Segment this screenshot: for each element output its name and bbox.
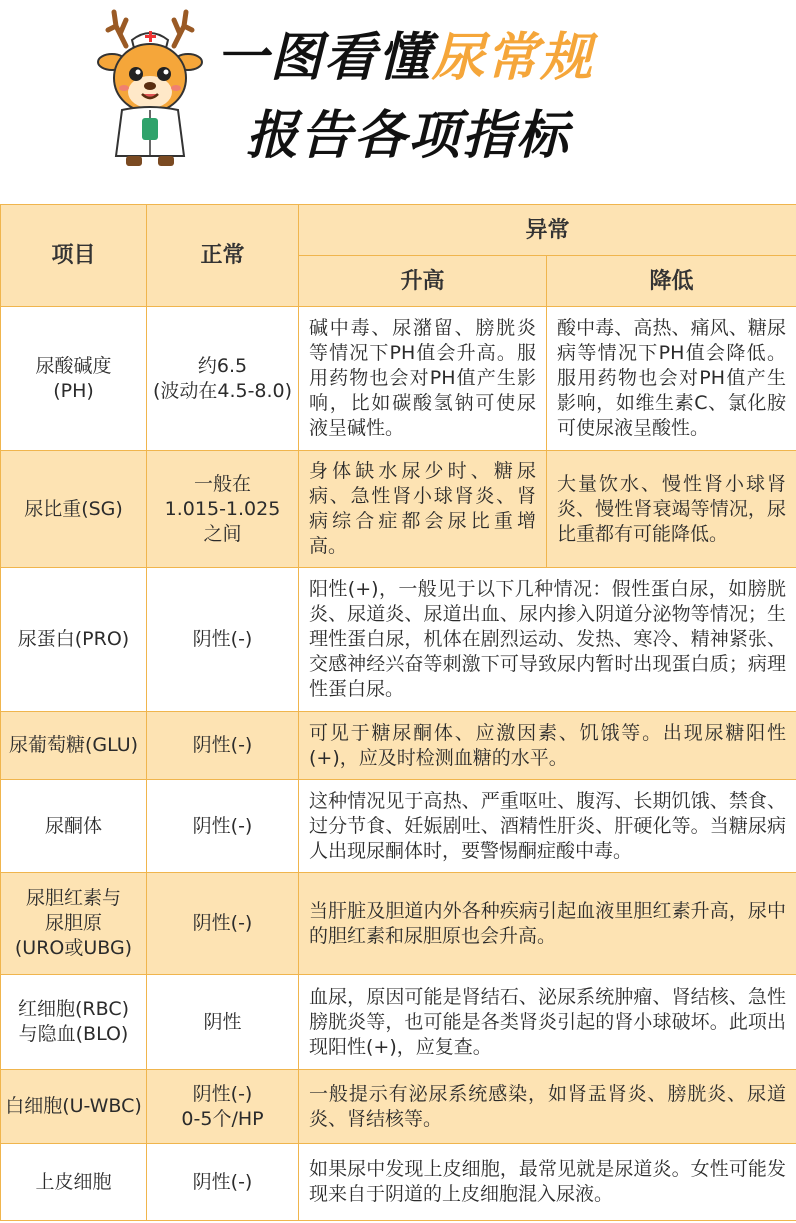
header-item: 项目	[1, 205, 147, 307]
normal-uro: 阴性(-)	[192, 912, 253, 934]
table-row	[1, 1070, 796, 1144]
table-row	[1, 451, 796, 568]
normal-cell	[147, 975, 299, 1070]
high-cell	[299, 451, 547, 568]
desc-cell	[299, 712, 796, 780]
item-ph: 尿酸碱度 (PH)	[35, 354, 112, 402]
header-normal: 正常	[147, 205, 299, 307]
table-row	[1, 307, 796, 451]
item-cell	[1, 451, 147, 568]
header-high: 升高	[299, 256, 547, 307]
normal-cell	[147, 307, 299, 451]
item-glu: 尿葡萄糖(GLU)	[8, 734, 139, 756]
normal-cell	[147, 873, 299, 975]
item-cell	[1, 307, 147, 451]
header-abnormal: 异常	[299, 205, 796, 256]
high-cell	[299, 307, 547, 451]
item-cell	[1, 873, 147, 975]
item-cell	[1, 1144, 147, 1221]
title-line-1	[216, 26, 594, 90]
item-cell	[1, 975, 147, 1070]
desc-cell	[299, 1070, 796, 1144]
header-low: 降低	[547, 256, 796, 307]
header	[0, 0, 796, 200]
item-ket: 尿酮体	[44, 814, 102, 837]
high-ph: 碱中毒、尿潴留、膀胱炎等情况下PH值会升高。服用药物也会对PH值产生影响，比如碳酸氢钠可使尿液呈碱性。	[309, 317, 536, 439]
table-row	[1, 568, 796, 712]
normal-epi: 阴性(-)	[192, 1170, 253, 1193]
title-line-1-highlight: 尿常规	[432, 28, 595, 88]
normal-cell	[147, 451, 299, 568]
low-sg: 大量饮水、慢性肾小球肾炎、慢性肾衰竭等情况，尿比重都有可能降低。	[557, 472, 787, 545]
item-cell	[1, 568, 147, 712]
item-wbc: 白细胞(U-WBC)	[5, 1095, 142, 1117]
normal-cell	[147, 568, 299, 712]
deer-doctor-mascot-icon	[96, 6, 204, 168]
desc-wbc: 一般提示有泌尿系统感染，如肾盂肾炎、膀胱炎、尿道炎、肾结核等。	[309, 1082, 787, 1130]
normal-sg: 一般在 1.015-1.025 之间	[164, 472, 281, 545]
title-line-2: 报告各项指标	[246, 106, 571, 166]
normal-ph: 约6.5 (波动在4.5-8.0)	[152, 354, 293, 402]
item-cell	[1, 780, 147, 873]
normal-wbc: 阴性(-) 0-5个/HP	[181, 1082, 264, 1130]
item-rbc: 红细胞(RBC) 与隐血(BLO)	[18, 998, 129, 1045]
item-pro: 尿蛋白(PRO)	[17, 628, 130, 650]
desc-epi: 如果尿中发现上皮细胞，最常见就是尿道炎。女性可能发现来自于阴道的上皮细胞混入尿液。	[309, 1158, 787, 1205]
desc-cell	[299, 1144, 796, 1221]
table-row	[1, 712, 796, 780]
desc-cell	[299, 975, 796, 1070]
item-epi: 上皮细胞	[35, 1170, 112, 1193]
item-uro: 尿胆红素与 尿胆原 (URO或UBG)	[14, 887, 133, 959]
normal-cell	[147, 1144, 299, 1221]
normal-rbc: 阴性	[203, 1010, 242, 1033]
normal-cell	[147, 1070, 299, 1144]
low-cell	[547, 451, 796, 568]
normal-cell	[147, 780, 299, 873]
normal-glu: 阴性(-)	[192, 734, 253, 756]
low-cell	[547, 307, 796, 451]
table-row	[1, 1144, 796, 1221]
desc-pro: 阳性(+)，一般见于以下几种情况：假性蛋白尿，如膀胱炎、尿道炎、尿道出血、尿内掺入阴道分泌物等情况；生理性蛋白尿，机体在剧烈运动、发热、寒冷、精神紧张、交感神经兴奋等刺激下可导致尿内暂时出现蛋白质；病理性蛋白尿。	[309, 578, 787, 700]
table-row	[1, 975, 796, 1070]
desc-cell	[299, 568, 796, 712]
table-row	[1, 780, 796, 873]
table-row	[1, 873, 796, 975]
item-cell	[1, 1070, 147, 1144]
desc-rbc: 血尿，原因可能是肾结石、泌尿系统肿瘤、肾结核、急性膀胱炎等，也可能是各类肾炎引起的肾小球破坏。此项出现阳性(+)，应复查。	[309, 985, 787, 1058]
normal-pro: 阴性(-)	[192, 628, 253, 650]
low-ph: 酸中毒、高热、痛风、糖尿病等情况下PH值会降低。服用药物也会对PH值产生影响，如维生素C、氯化胺可使尿液呈酸性。	[557, 317, 787, 439]
urinalysis-table	[0, 204, 796, 1221]
item-sg: 尿比重(SG)	[24, 497, 123, 520]
normal-ket: 阴性(-)	[192, 814, 253, 837]
desc-glu: 可见于糖尿酮体、应激因素、饥饿等。出现尿糖阳性(+)，应及时检测血糖的水平。	[309, 721, 787, 769]
desc-ket: 这种情况见于高热、严重呕吐、腹泻、长期饥饿、禁食、过分节食、妊娠剧吐、酒精性肝炎、肝硬化等。当糖尿病人出现尿酮体时，要警惕酮症酸中毒。	[309, 789, 787, 862]
desc-uro: 当肝脏及胆道内外各种疾病引起血液里胆红素升高，尿中的胆红素和尿胆原也会升高。	[309, 899, 787, 947]
desc-cell	[299, 780, 796, 873]
desc-cell	[299, 873, 796, 975]
high-sg: 身体缺水尿少时、糖尿病、急性肾小球肾炎、肾病综合症都会尿比重增高。	[309, 460, 536, 557]
title-line-1-main: 一图看懂	[216, 28, 433, 88]
item-cell	[1, 712, 147, 780]
normal-cell	[147, 712, 299, 780]
